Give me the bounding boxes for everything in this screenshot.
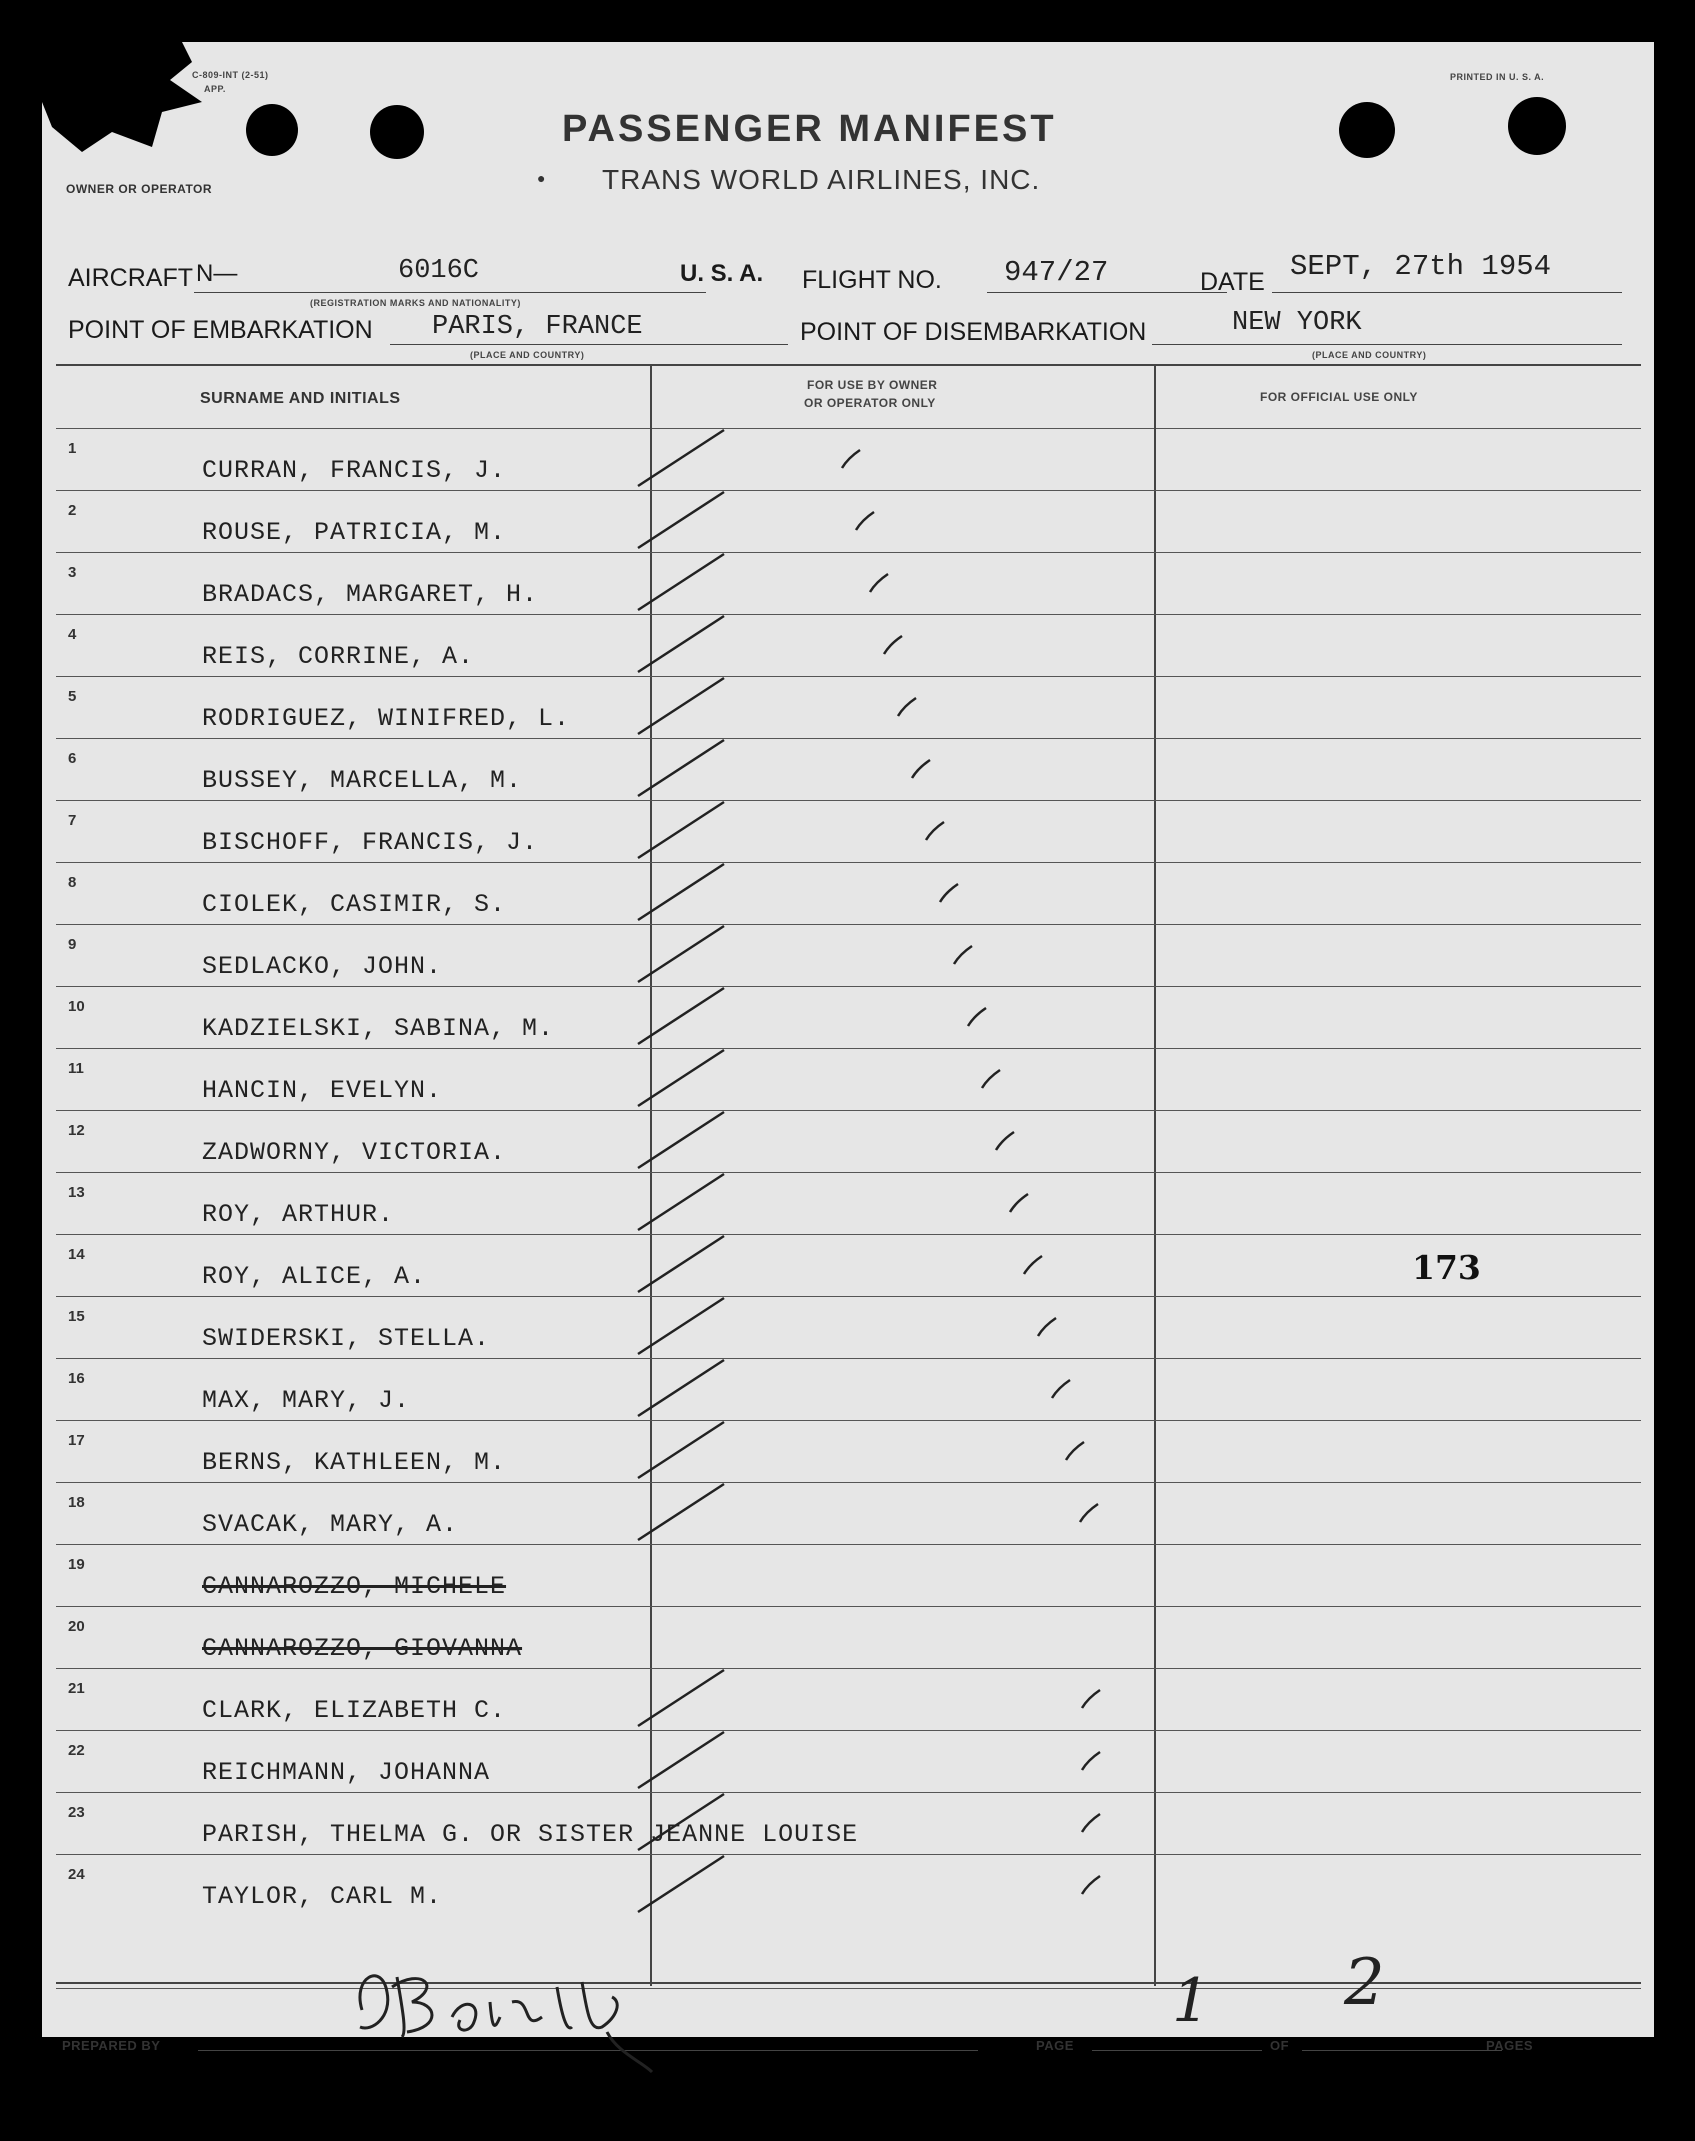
- passenger-name: BISCHOFF, FRANCIS, J.: [202, 828, 539, 857]
- passenger-name: PARISH, THELMA G. OR SISTER JEANNE LOUISE: [202, 1820, 859, 1849]
- passenger-name: ZADWORNY, VICTORIA.: [202, 1138, 507, 1167]
- page-number: 1: [1172, 1966, 1211, 2036]
- signature: [360, 1976, 652, 2072]
- col-header-owner-1: FOR USE BY OWNER: [807, 378, 938, 392]
- row-number: 16: [68, 1370, 85, 1387]
- row-number: 4: [68, 626, 77, 643]
- aircraft-registration: 6016C: [398, 256, 480, 286]
- row-number: 12: [68, 1122, 85, 1139]
- row-number: 17: [68, 1432, 85, 1449]
- manifest-title: PASSENGER MANIFEST: [562, 108, 1057, 150]
- airline-name: TRANS WORLD AIRLINES, INC.: [602, 164, 1041, 195]
- row-number: 20: [68, 1618, 85, 1635]
- row-number: 13: [68, 1184, 85, 1201]
- passenger-name: BERNS, KATHLEEN, M.: [202, 1448, 507, 1477]
- aircraft-prefix: N—: [196, 260, 238, 287]
- disembarkation-label: POINT OF DISEMBARKATION: [800, 318, 1147, 346]
- embarkation-caption: (PLACE AND COUNTRY): [470, 350, 585, 360]
- form-approval: APP.: [204, 84, 226, 94]
- bullet-mark: ●: [537, 170, 546, 186]
- of-underline: [1302, 2050, 1502, 2051]
- prepared-by-label: PREPARED BY: [62, 2038, 161, 2053]
- passenger-name: SVACAK, MARY, A.: [202, 1510, 459, 1539]
- row-number: 14: [68, 1246, 85, 1263]
- row-number: 9: [68, 936, 77, 953]
- form-number: C-809-INT (2-51): [192, 70, 269, 80]
- row-number: 10: [68, 998, 85, 1015]
- page-underline: [1092, 2050, 1262, 2051]
- row-number: 15: [68, 1308, 85, 1325]
- row-number: 24: [68, 1866, 85, 1883]
- passenger-name: SEDLACKO, JOHN.: [202, 952, 443, 981]
- row-number: 18: [68, 1494, 85, 1511]
- owner-operator-label: OWNER OR OPERATOR: [66, 182, 213, 196]
- manifest-sheet: [42, 42, 1654, 2053]
- row-number: 21: [68, 1680, 85, 1697]
- embarkation-label: POINT OF EMBARKATION: [68, 316, 373, 344]
- passenger-name: CIOLEK, CASIMIR, S.: [202, 890, 507, 919]
- row-number: 2: [68, 502, 77, 519]
- passenger-name: CLARK, ELIZABETH C.: [202, 1696, 507, 1725]
- embarkation-place: PARIS, FRANCE: [432, 312, 643, 342]
- registration-caption: (REGISTRATION MARKS AND NATIONALITY): [310, 298, 521, 308]
- pages-label: PAGES: [1486, 2038, 1534, 2053]
- passenger-name: ROY, ARTHUR.: [202, 1200, 395, 1229]
- flight-number-label: FLIGHT NO.: [802, 266, 942, 294]
- passenger-name: HANCIN, EVELYN.: [202, 1076, 443, 1105]
- disembarkation-caption: (PLACE AND COUNTRY): [1312, 350, 1427, 360]
- prepared-by-underline: [198, 2050, 978, 2051]
- passenger-name: REIS, CORRINE, A.: [202, 642, 475, 671]
- passenger-name: CANNAROZZO, MICHELE: [202, 1572, 507, 1601]
- passenger-name: CANNAROZZO, GIOVANNA: [202, 1634, 523, 1663]
- total-pages: 2: [1344, 1946, 1385, 2020]
- col-header-owner-2: OR OPERATOR ONLY: [804, 396, 936, 410]
- signature-svg: [42, 42, 1654, 2037]
- passenger-name: ROY, ALICE, A.: [202, 1262, 427, 1291]
- col-header-name: SURNAME AND INITIALS: [200, 390, 401, 407]
- passenger-name: ROUSE, PATRICIA, M.: [202, 518, 507, 547]
- nationality: U. S. A.: [680, 260, 764, 287]
- passenger-name: BUSSEY, MARCELLA, M.: [202, 766, 523, 795]
- row-number: 6: [68, 750, 77, 767]
- official-note: 173: [1412, 1248, 1481, 1287]
- row-number: 1: [68, 440, 77, 457]
- row-number: 22: [68, 1742, 85, 1759]
- row-number: 7: [68, 812, 77, 829]
- flight-number: 947/27: [1004, 256, 1109, 289]
- row-number: 5: [68, 688, 77, 705]
- row-number: 23: [68, 1804, 85, 1821]
- of-label: OF: [1270, 2038, 1290, 2053]
- passenger-name: KADZIELSKI, SABINA, M.: [202, 1014, 555, 1043]
- date-label: DATE: [1200, 268, 1265, 296]
- passenger-name: REICHMANN, JOHANNA: [202, 1758, 491, 1787]
- passenger-name: MAX, MARY, J.: [202, 1386, 411, 1415]
- passenger-name: SWIDERSKI, STELLA.: [202, 1324, 491, 1353]
- row-number: 8: [68, 874, 77, 891]
- passenger-name: RODRIGUEZ, WINIFRED, L.: [202, 704, 571, 733]
- row-number: 3: [68, 564, 77, 581]
- col-header-official: FOR OFFICIAL USE ONLY: [1260, 390, 1418, 404]
- flight-date: SEPT, 27th 1954: [1290, 250, 1552, 283]
- page-label: PAGE: [1036, 2038, 1074, 2053]
- passenger-name: CURRAN, FRANCIS, J.: [202, 456, 507, 485]
- passenger-name: BRADACS, MARGARET, H.: [202, 580, 539, 609]
- passenger-name: TAYLOR, CARL M.: [202, 1882, 443, 1911]
- aircraft-label: AIRCRAFT: [68, 264, 193, 292]
- printed-in-usa: PRINTED IN U. S. A.: [1450, 72, 1545, 82]
- row-number: 11: [68, 1060, 84, 1077]
- row-number: 19: [68, 1556, 85, 1573]
- disembarkation-place: NEW YORK: [1232, 308, 1362, 338]
